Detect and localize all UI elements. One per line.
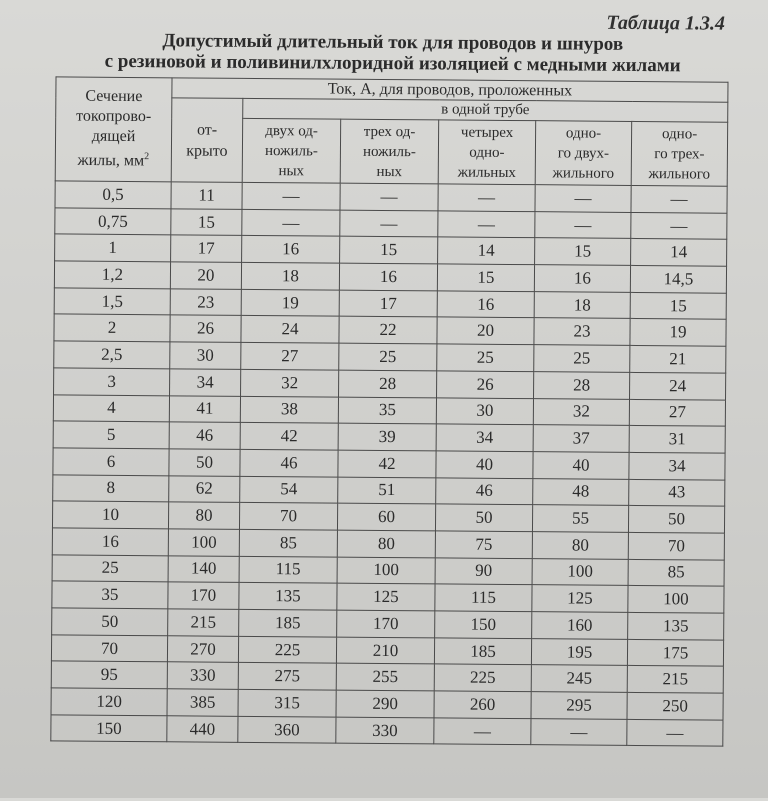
cell-open: 11 [171, 182, 242, 209]
cell-four-single-core: 75 [435, 531, 532, 558]
cell-two-single-core: 46 [240, 449, 338, 476]
cell-three-single-core: 51 [338, 477, 436, 504]
cell-open: 30 [170, 342, 241, 369]
cell-open: 26 [170, 315, 241, 342]
header-open-line-2: крыто [186, 141, 228, 160]
cell-two-single-core: 85 [239, 529, 337, 556]
header-two-single-core [242, 118, 340, 183]
cell-three-single-core: 290 [336, 690, 434, 717]
header-sub-line: четырех [460, 124, 514, 141]
cell-two-single-core: — [242, 209, 340, 236]
cell-one-two-core: 80 [532, 532, 628, 559]
cell-one-three-core: 21 [630, 346, 726, 373]
cell-one-three-core: 175 [627, 639, 723, 666]
cell-four-single-core: 115 [435, 584, 532, 611]
cell-cross-section: 3 [54, 368, 170, 396]
cell-three-single-core: 330 [336, 717, 434, 744]
cell-four-single-core: 14 [438, 237, 535, 264]
table-body [51, 181, 727, 747]
cell-four-single-core: 20 [437, 317, 534, 344]
cell-four-single-core: — [438, 184, 535, 211]
cell-one-three-core: 250 [627, 692, 723, 719]
header-sub-line: го трех- [654, 145, 705, 163]
cell-cross-section: 16 [52, 528, 168, 556]
cell-four-single-core: 25 [437, 344, 534, 371]
table-row [51, 715, 723, 747]
cell-two-single-core: 315 [238, 689, 336, 716]
cell-two-single-core: 115 [239, 556, 337, 583]
cell-open: 140 [168, 555, 239, 582]
cell-cross-section: 10 [52, 501, 168, 529]
header-three-single-core [340, 119, 438, 184]
cell-cross-section: 0,75 [55, 208, 171, 236]
cell-cross-section: 25 [52, 555, 168, 583]
cell-three-single-core: 100 [337, 557, 435, 584]
header-section-line-3: дящей [91, 128, 136, 146]
cell-open: 23 [170, 289, 241, 316]
header-sub-line: ных [376, 163, 403, 180]
cell-three-single-core: 80 [337, 530, 435, 557]
header-sub-line: ножиль- [362, 143, 416, 160]
header-open-line-1: от- [196, 121, 218, 139]
cell-two-single-core: 18 [241, 262, 339, 289]
cell-three-single-core: 22 [339, 317, 437, 344]
cell-three-single-core: 125 [337, 583, 435, 610]
cell-cross-section: 95 [51, 661, 167, 689]
header-current-group: Ток, А, для проводов, проложенных [172, 78, 728, 102]
header-in-one-tube: в одной трубе [243, 98, 728, 122]
cell-one-three-core: 50 [628, 506, 724, 533]
cell-two-single-core: 16 [242, 236, 340, 263]
cell-cross-section: 6 [53, 448, 169, 476]
cell-one-two-core: 195 [531, 638, 627, 665]
cell-open: 20 [170, 262, 241, 289]
cell-two-single-core: 54 [240, 476, 338, 503]
cell-one-three-core: 85 [628, 559, 724, 586]
cell-open: 62 [169, 475, 240, 502]
cell-open: 41 [169, 395, 240, 422]
cell-two-single-core: 19 [241, 289, 339, 316]
cell-three-single-core: 17 [339, 290, 437, 317]
cell-three-single-core: 39 [338, 423, 436, 450]
cell-cross-section: 1,2 [54, 261, 170, 289]
cell-one-two-core: 160 [532, 612, 628, 639]
cell-cross-section: 2,5 [54, 341, 170, 369]
cell-one-two-core: 23 [534, 318, 630, 345]
header-sub-line: жильного [552, 164, 615, 182]
table-label: Таблица 1.3.4 [606, 11, 726, 35]
cell-one-two-core: 100 [532, 558, 628, 585]
header-sub-line: одно- [469, 144, 505, 161]
cell-one-two-core: 16 [534, 265, 630, 292]
cell-four-single-core: 150 [435, 611, 532, 638]
header-section-sup: 2 [144, 151, 150, 163]
cell-one-three-core: 100 [628, 586, 724, 613]
header-sub-line: ножиль- [264, 142, 318, 159]
cell-one-two-core: 37 [533, 425, 629, 452]
cell-two-single-core: — [242, 182, 340, 209]
cell-cross-section: 4 [53, 394, 169, 422]
title-line-1: Допустимый длительный ток для проводов и шнуров [162, 30, 624, 55]
cell-four-single-core: 30 [436, 397, 533, 424]
cell-one-two-core: 28 [534, 371, 630, 398]
cell-one-three-core: 14 [631, 239, 727, 266]
cell-open: 270 [167, 635, 238, 662]
cell-four-single-core: 185 [434, 638, 531, 665]
cell-one-two-core: 15 [535, 238, 631, 265]
cell-cross-section: 120 [51, 688, 167, 716]
cell-open: 80 [168, 502, 239, 529]
cell-one-three-core: 19 [630, 319, 726, 346]
cell-one-two-core: 32 [533, 398, 629, 425]
cell-one-two-core: 40 [533, 452, 629, 479]
cell-one-two-core: — [535, 211, 631, 238]
cell-cross-section: 1 [55, 234, 171, 262]
cell-one-two-core: 55 [532, 505, 628, 532]
cell-cross-section: 35 [52, 581, 168, 609]
cell-cross-section: 0,5 [55, 181, 171, 209]
cell-three-single-core: 170 [337, 610, 435, 637]
cell-two-single-core: 360 [238, 716, 336, 743]
header-one-two-core [535, 121, 631, 186]
title-line-2: с резиновой и поливинилхлоридной изоляцией с медными жилами [104, 50, 681, 77]
header-section-line-1: Сечение [85, 87, 143, 106]
header-sub-line: ных [278, 162, 305, 179]
header-section-unit: жилы, мм [77, 152, 145, 170]
cell-open: 385 [167, 689, 238, 716]
cell-three-single-core: 60 [337, 503, 435, 530]
cell-one-three-core: 14,5 [630, 265, 726, 292]
cell-four-single-core: 46 [436, 477, 533, 504]
cell-cross-section: 2 [54, 314, 170, 342]
cell-one-three-core: — [631, 212, 727, 239]
cell-one-two-core: 18 [534, 291, 630, 318]
cell-four-single-core: 15 [437, 264, 534, 291]
cell-three-single-core: 255 [336, 664, 434, 691]
cell-one-two-core: 125 [532, 585, 628, 612]
header-section-line-4 [56, 147, 171, 172]
cell-one-two-core: 295 [531, 692, 627, 719]
cell-open: 17 [171, 235, 242, 262]
cell-one-three-core: 43 [629, 479, 725, 506]
cell-four-single-core: 225 [434, 664, 531, 691]
cell-three-single-core: 35 [338, 397, 436, 424]
cell-cross-section: 50 [52, 608, 168, 636]
header-sub-line: одно- [661, 125, 698, 142]
cell-cross-section: 70 [51, 635, 167, 663]
cell-open: 330 [167, 662, 238, 689]
cell-two-single-core: 185 [239, 609, 337, 636]
cell-cross-section: 8 [53, 474, 169, 502]
cell-three-single-core: 25 [339, 343, 437, 370]
cell-two-single-core: 275 [238, 663, 336, 690]
cell-four-single-core: 90 [435, 558, 532, 585]
header-four-single-core [438, 120, 535, 185]
cell-four-single-core: — [438, 211, 535, 238]
cell-three-single-core: 210 [336, 637, 434, 664]
cell-cross-section: 1,5 [54, 288, 170, 316]
cell-two-single-core: 27 [241, 342, 339, 369]
header-sub-line: жильных [457, 164, 517, 181]
cell-cross-section: 150 [51, 715, 167, 743]
cell-two-single-core: 32 [241, 369, 339, 396]
cell-four-single-core: 260 [434, 691, 531, 718]
cell-one-three-core: — [631, 185, 727, 212]
cell-four-single-core: — [434, 718, 531, 745]
header-sub-line: трех од- [363, 123, 416, 140]
cell-two-single-core: 38 [240, 396, 338, 423]
cell-open: 46 [169, 422, 240, 449]
current-table [50, 76, 728, 747]
cell-four-single-core: 26 [437, 371, 534, 398]
cell-two-single-core: 24 [241, 316, 339, 343]
cell-one-three-core: 27 [629, 399, 725, 426]
cell-two-single-core: 225 [238, 636, 336, 663]
cell-four-single-core: 40 [436, 451, 533, 478]
cell-one-two-core: 48 [533, 478, 629, 505]
cell-one-three-core: 31 [629, 426, 725, 453]
header-sub-line: жильного [648, 165, 711, 183]
cell-one-two-core: 245 [531, 665, 627, 692]
cell-cross-section: 5 [53, 421, 169, 449]
cell-one-three-core: 70 [628, 532, 724, 559]
cell-one-three-core: — [627, 719, 723, 746]
cell-one-three-core: 215 [627, 666, 723, 693]
cell-one-two-core: — [531, 718, 627, 745]
header-section [55, 77, 172, 182]
cell-one-three-core: 24 [630, 372, 726, 399]
cell-open: 440 [167, 716, 238, 743]
cell-three-single-core: — [340, 210, 438, 237]
cell-one-three-core: 34 [629, 452, 725, 479]
cell-one-two-core: — [535, 185, 631, 212]
cell-open: 215 [168, 609, 239, 636]
cell-open: 15 [171, 209, 242, 236]
header-sub-line: двух од- [265, 122, 318, 139]
cell-three-single-core: 16 [339, 263, 437, 290]
cell-open: 100 [168, 529, 239, 556]
cell-open: 34 [170, 369, 241, 396]
cell-four-single-core: 34 [436, 424, 533, 451]
cell-four-single-core: 16 [437, 291, 534, 318]
table-title [73, 30, 713, 77]
cell-two-single-core: 135 [239, 583, 337, 610]
header-section-line-2: токопрово- [76, 107, 152, 126]
cell-open: 170 [168, 582, 239, 609]
cell-three-single-core: — [340, 183, 438, 210]
header-one-three-core [631, 121, 728, 186]
cell-four-single-core: 50 [435, 504, 532, 531]
cell-one-three-core: 135 [628, 612, 724, 639]
cell-one-three-core: 15 [630, 292, 726, 319]
cell-three-single-core: 42 [338, 450, 436, 477]
header-sub-line: го двух- [557, 144, 610, 162]
cell-two-single-core: 70 [239, 503, 337, 530]
cell-three-single-core: 15 [340, 237, 438, 264]
cell-open: 50 [169, 449, 240, 476]
cell-two-single-core: 42 [240, 423, 338, 450]
cell-one-two-core: 25 [534, 345, 630, 372]
header-open [171, 98, 243, 183]
header-sub-line: одно- [565, 124, 602, 142]
cell-three-single-core: 28 [339, 370, 437, 397]
